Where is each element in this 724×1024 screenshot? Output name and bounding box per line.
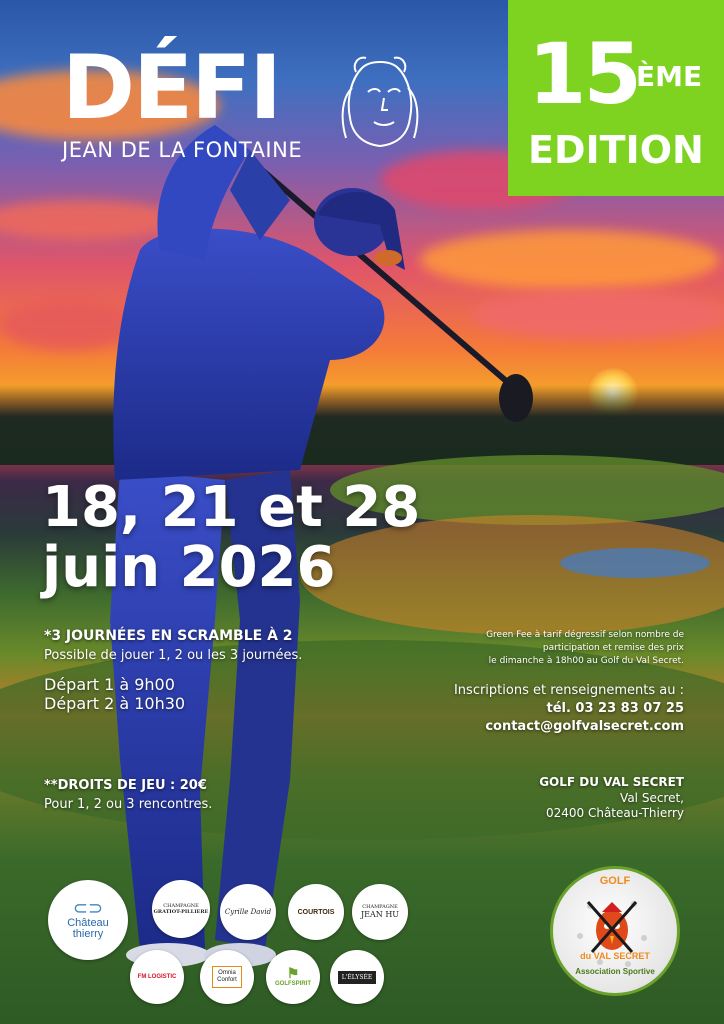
la-fontaine-portrait-icon xyxy=(332,48,428,152)
dates-line-2: juin 2026 xyxy=(42,535,336,601)
sponsor-golfspirit-logo xyxy=(266,950,320,1004)
golf-club-association-logo xyxy=(550,866,680,996)
contact-email[interactable]: contact@golfvalsecret.com xyxy=(485,719,684,734)
venue-name: GOLF DU VAL SECRET xyxy=(539,775,684,789)
edition-suffix: ÈME xyxy=(636,60,703,93)
gratiot-line-1: CHAMPAGNE xyxy=(163,902,199,909)
edition-number: 15 xyxy=(528,25,639,123)
club-logo-bottom-text: Association Sportive xyxy=(575,967,655,976)
depart-2: Départ 2 à 10h30 xyxy=(44,694,186,713)
omnia-line-2: Confort xyxy=(217,977,237,983)
golfspirit-flag-icon: ⚑ xyxy=(286,965,300,981)
fees-heading: **DROITS DE JEU : 20€ xyxy=(44,778,207,793)
chateau-thierry-line-2: thierry xyxy=(72,928,104,941)
fm-logistic-label: FM LOGISTIC xyxy=(137,974,177,980)
green-fee-line-2: participation et remise des prix xyxy=(542,643,684,653)
format-detail: Possible de jouer 1, 2 ou les 3 journées. xyxy=(44,648,303,663)
sponsor-chateau-thierry-logo xyxy=(48,880,128,960)
sponsor-elysee-logo xyxy=(330,950,384,1004)
fees-detail: Pour 1, 2 ou 3 rencontres. xyxy=(44,797,213,812)
chateau-thierry-symbol-icon: ⊂⊃ xyxy=(72,898,104,918)
sponsor-cyrille-david-logo xyxy=(220,884,276,940)
omnia-line-1: Omnia xyxy=(218,969,236,976)
jean-hu-line-2: JEAN HU xyxy=(360,910,400,920)
format-heading: *3 JOURNÉES EN SCRAMBLE À 2 xyxy=(44,628,293,644)
event-title: DÉFI xyxy=(62,36,281,139)
cyrille-david-label: Cyrille David xyxy=(224,908,272,916)
elysee-label: L'ÉLYSÉE xyxy=(338,971,376,984)
club-logo-top-text: GOLF xyxy=(599,875,631,887)
club-logo-middle-text: du VAL SECRET xyxy=(580,951,650,961)
sponsor-jean-hu-logo xyxy=(352,884,408,940)
green-fee-line-1: Green Fee à tarif dégressif selon nombre de xyxy=(486,630,684,640)
contact-phone[interactable]: tél. 03 23 83 07 25 xyxy=(546,701,684,716)
dates-line-1: 18, 21 et 28 xyxy=(42,475,421,540)
depart-1: Départ 1 à 9h00 xyxy=(44,675,175,694)
sponsor-courtois-logo xyxy=(288,884,344,940)
sponsor-fm-logistic-logo xyxy=(130,950,184,1004)
sponsor-gratiot-pilliere-logo xyxy=(152,880,210,938)
courtois-label: COURTOIS xyxy=(297,908,335,916)
green-fee-line-3: le dimanche à 18h00 au Golf du Val Secret. xyxy=(488,656,684,666)
venue-line-1: Val Secret, xyxy=(620,791,684,805)
event-subtitle: JEAN DE LA FONTAINE xyxy=(62,138,303,162)
chateau-thierry-line-1: Château xyxy=(67,916,109,929)
sponsor-omnia-logo xyxy=(200,950,254,1004)
edition-label: EDITION xyxy=(528,128,704,172)
gratiot-line-2: GRATIOT-PILLIERE xyxy=(153,909,209,915)
contact-heading: Inscriptions et renseignements au : xyxy=(453,683,684,698)
jean-hu-line-1: CHAMPAGNE xyxy=(362,903,398,910)
golfspirit-label: GOLFSPIRIT xyxy=(275,981,311,988)
event-dates xyxy=(42,475,421,601)
venue-line-2: 02400 Château-Thierry xyxy=(545,806,684,820)
